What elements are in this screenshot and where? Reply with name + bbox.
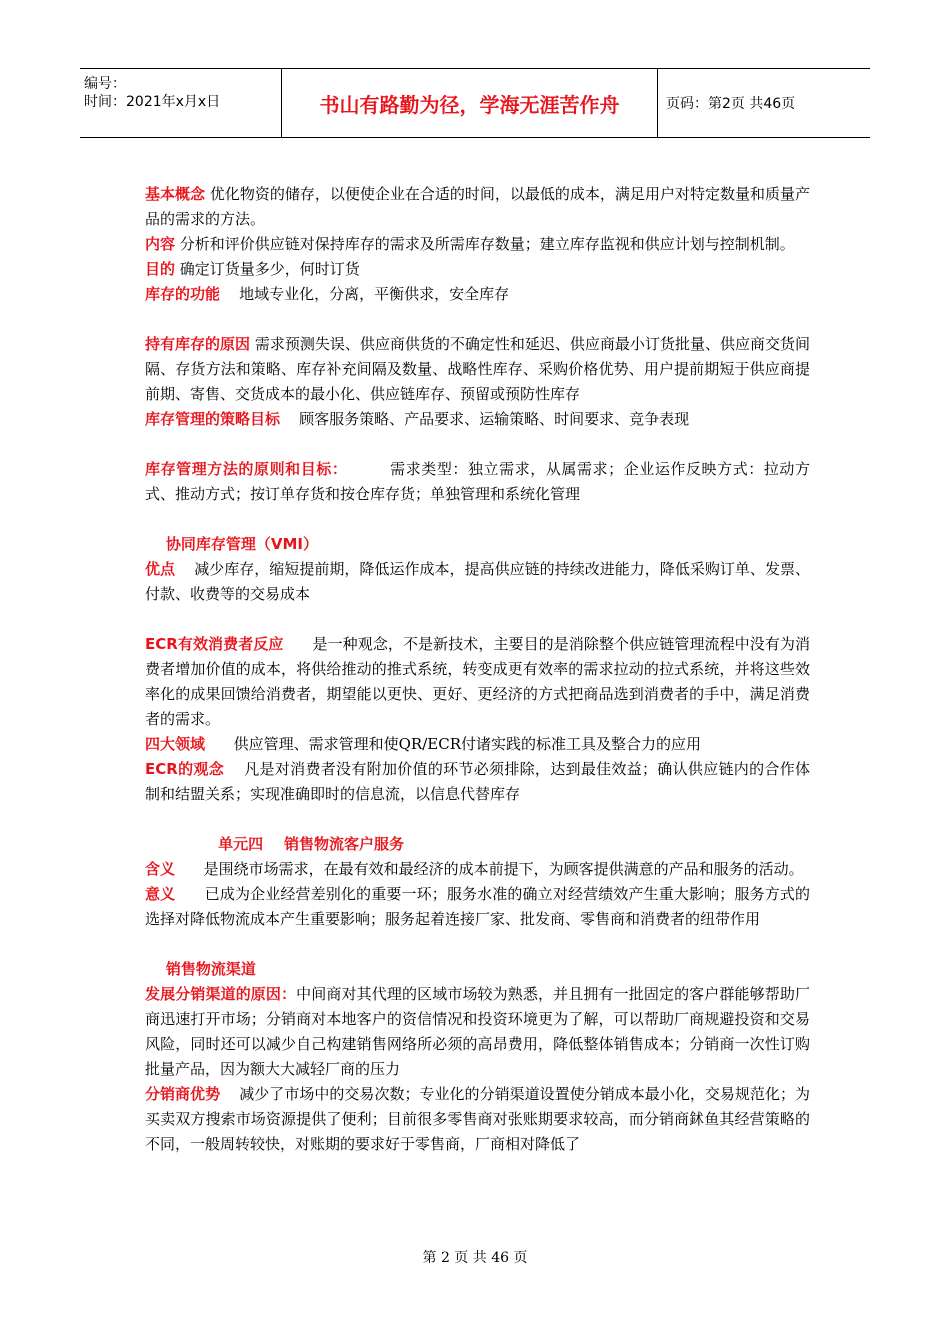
para-text: 是一种观念，不是新技术，主要目的是消除整个供应链管理流程中没有为消费者增加价值的成本，将供给推动的推式系统，转变成更有效率的需求拉动的拉式系统，并将这些效率化的成果回馈给消费者，期望能以更快、更好、更经济的方式把商品选到消费者的手中，满足消费者的需求。 xyxy=(145,635,810,728)
term-label: 目的 xyxy=(145,260,176,278)
heading-unit-four xyxy=(145,832,810,857)
term-label: 内容 xyxy=(145,235,176,253)
section-heading: 单元四 销售物流客户服务 xyxy=(145,835,405,853)
para-text: 凡是对消费者没有附加价值的环节必须排除，达到最佳效益；确认供应链内的合作体制和结盟关系；实现准确即时的信息流，以信息代替库存 xyxy=(145,760,810,803)
header-meta xyxy=(80,69,282,137)
term-label: 基本概念 xyxy=(145,185,206,203)
heading-sales-channel xyxy=(145,957,810,982)
para-advantages xyxy=(145,557,810,607)
para-purpose xyxy=(145,257,810,282)
header-motto: 书山有路勤为径，学海无涯苦作舟 xyxy=(282,69,658,137)
term-label: 库存管理的策略目标 xyxy=(145,410,281,428)
para-significance xyxy=(145,882,810,932)
time-label: 时间：2021年x月x日 xyxy=(84,94,221,110)
term-label: 库存管理方法的原则和目标： xyxy=(145,460,348,478)
para-basic-concept xyxy=(145,182,810,232)
term-label: 持有库存的原因 xyxy=(145,335,251,353)
para-four-areas xyxy=(145,732,810,757)
para-method-principles xyxy=(145,457,810,507)
para-text: 需求类型：独立需求，从属需求；企业运作反映方式：拉动方式、推动方式；按订单存货和按仓库存货；单独管理和系统化管理 xyxy=(145,460,810,503)
para-text: 确定订货量多少，何时订货 xyxy=(175,260,360,278)
para-text: 供应管理、需求管理和使QR/ECR付诸实践的标准工具及整合力的应用 xyxy=(205,735,701,753)
number-label: 编号： xyxy=(84,76,126,92)
para-text: 减少库存，缩短提前期，降低运作成本，提高供应链的持续改进能力，降低采购订单、发票、付款、收费等的交易成本 xyxy=(145,560,810,603)
para-text: 地域专业化，分离，平衡供求，安全库存 xyxy=(220,285,510,303)
para-text: 分析和评价供应链对保持库存的需求及所需库存数量；建立库存监视和供应计划与控制机制。 xyxy=(175,235,795,253)
term-label: ECR的观念 xyxy=(145,760,224,778)
para-text: 需求预测失误、供应商供货的不确定性和延迟、供应商最小订货批量、供应商交货间隔、存货方法和策略、库存补充间隔及数量、战略性库存、采购价格优势、用户提前期短于供应商提前期、寄售、交货成本的最小化、供应链库存、预留或预防性库存 xyxy=(145,335,810,403)
page-header xyxy=(80,68,870,138)
para-text: 优化物资的储存，以便使企业在合适的时间，以最低的成本，满足用户对特定数量和质量产品的需求的方法。 xyxy=(145,185,810,228)
header-page-info: 页码：第2页 共46页 xyxy=(666,96,796,112)
para-ecr xyxy=(145,632,810,732)
para-text: 中间商对其代理的区域市场较为熟悉，并且拥有一批固定的客户群能够帮助厂商迅速打开市场；分销商对本地客户的资信情况和投资环境更为了解，可以帮助厂商规避投资和交易风险，同时还可以减少自己构建销售网络所必须的高昂费用，降低整体销售成本；分销商一次性订购批量产品，因为额大大减轻厂商的压力 xyxy=(145,985,810,1078)
term-label: 库存的功能 xyxy=(145,285,221,303)
document-body xyxy=(145,182,810,1157)
term-label: ECR有效消费者反应 xyxy=(145,635,284,653)
page-footer: 第 2 页 共 46 页 xyxy=(422,1250,528,1266)
para-text: 顾客服务策略、产品要求、运输策略、时间要求、竞争表现 xyxy=(280,410,690,428)
term-label: 意义 xyxy=(145,885,176,903)
term-label: 优点 xyxy=(145,560,176,578)
para-distributor-advantages xyxy=(145,1082,810,1157)
para-holding-reasons xyxy=(145,332,810,407)
para-text: 是围绕市场需求，在最有效和最经济的成本前提下，为顾客提供满意的产品和服务的活动。 xyxy=(175,860,804,878)
heading-vmi xyxy=(145,532,810,557)
term-label: 含义 xyxy=(145,860,176,878)
para-inventory-function xyxy=(145,282,810,307)
para-meaning xyxy=(145,857,810,882)
term-label: 发展分销渠道的原因： xyxy=(145,985,297,1003)
section-heading: 销售物流渠道 xyxy=(145,960,256,978)
para-content xyxy=(145,232,810,257)
para-text: 减少了市场中的交易次数；专业化的分销渠道设置使分销成本最小化，交易规范化；为买卖双方搜索市场资源提供了便利；目前很多零售商对张账期要求较高，而分销商鉥鱼其经营策略的不同，一般周转较快，对账期的要求好于零售商，厂商相对降低了 xyxy=(145,1085,810,1153)
para-text: 已成为企业经营差别化的重要一环；服务水准的确立对经营绩效产生重大影响；服务方式的选择对降低物流成本产生重要影响；服务起着连接厂家、批发商、零售商和消费者的纽带作用 xyxy=(145,885,810,928)
para-strategy-goals xyxy=(145,407,810,432)
para-ecr-concept xyxy=(145,757,810,807)
term-label: 四大领域 xyxy=(145,735,206,753)
para-channel-reasons xyxy=(145,982,810,1082)
section-heading: 协同库存管理（VMI） xyxy=(145,535,319,553)
term-label: 分销商优势 xyxy=(145,1085,221,1103)
